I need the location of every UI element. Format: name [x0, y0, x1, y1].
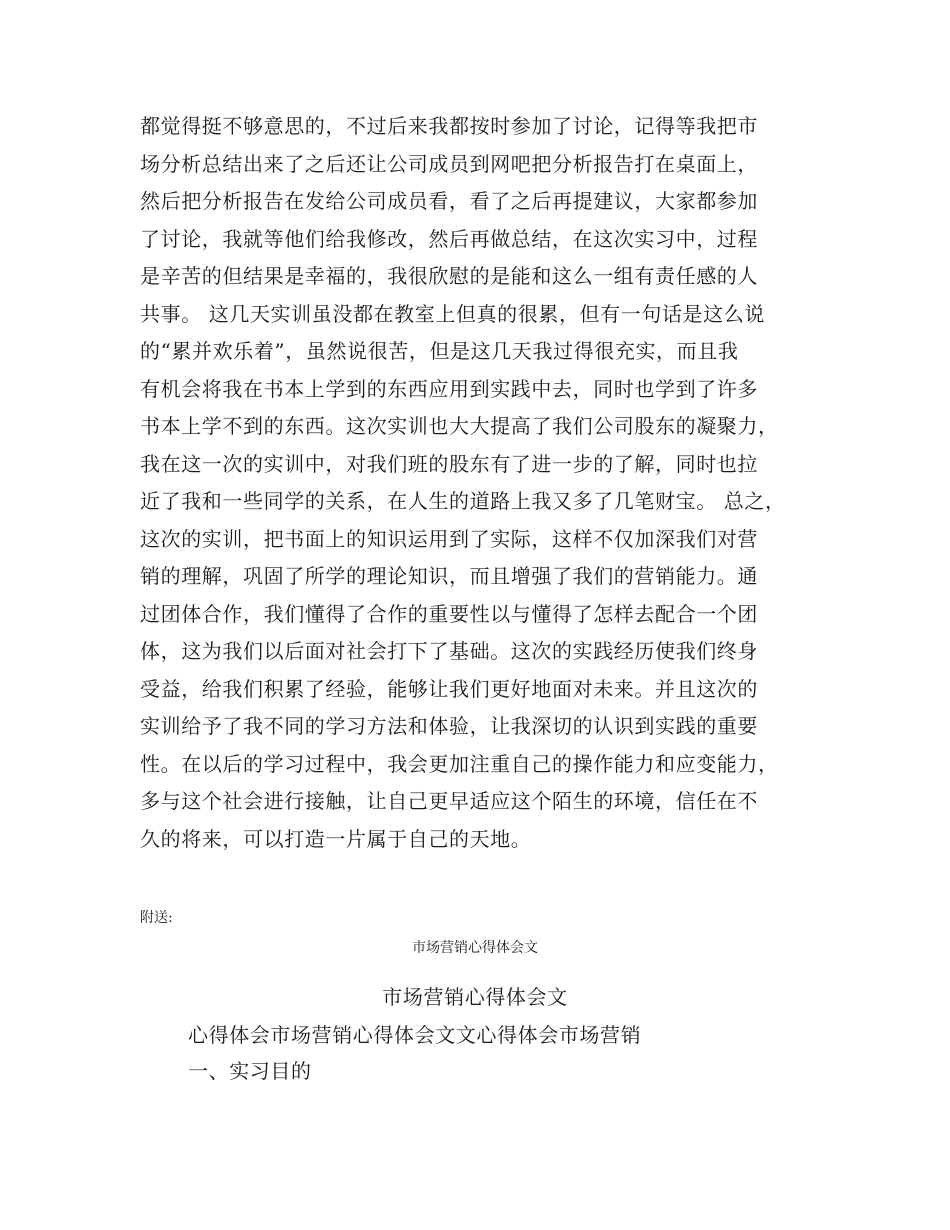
body-line-8: 有机会将我在书本上学到的东西应用到实践中去，同时也学到了许多: [140, 376, 758, 401]
body-line-19: 多与这个社会进行接触，让自己更早适应这个陌生的环境，信任在不: [140, 789, 758, 813]
body-line-11: 近了我和一些同学的关系，在人生的道路上我又多了几笔财宝。 总之，: [140, 489, 786, 513]
body-line-16: 受益，给我们积累了经验，能够让我们更好地面对未来。并且这次的: [140, 676, 758, 701]
body-line-10: 我在这一次的实训中，对我们班的股东有了进一步的了解，同时也拉: [140, 451, 758, 476]
body-line-14: 过团体合作，我们懂得了合作的重要性以与懂得了怎样去配合一个团: [140, 601, 758, 626]
body-line-5: 是辛苦的但结果是幸福的，我很欣慰的是能和这么一组有责任感的人: [140, 264, 758, 288]
body-line-17: 实训给予了我不同的学习方法和体验，让我深切的认识到实践的重要: [140, 714, 758, 738]
appendix-paragraph-1: 心得体会市场营销心得体会文文心得体会市场营销: [188, 1023, 642, 1047]
body-line-4: 了讨论，我就等他们给我修改，然后再做总结，在这次实习中，过程: [140, 226, 758, 251]
body-line-18: 性。在以后的学习过程中，我会更加注重自己的操作能力和应变能力，: [140, 751, 779, 776]
body-line-7: 的“累并欢乐着”，虽然说很苦，但是这几天我过得很充实，而且我: [140, 339, 739, 363]
appendix-section-heading: 一、实习目的: [188, 1059, 312, 1083]
body-line-2: 场分析总结出来了之后还让公司成员到网吧把分析报告打在桌面上，: [140, 151, 758, 176]
body-line-9: 书本上学不到的东西。这次实训也大大提高了我们公司股东的凝聚力，: [140, 414, 779, 438]
appendix-label: 附送:: [140, 910, 173, 926]
body-line-20: 久的将来，可以打造一片属于自己的天地。: [140, 826, 532, 851]
body-line-13: 销的理解，巩固了所学的理论知识，而且增强了我们的营销能力。通: [140, 564, 758, 588]
body-text: [140, 108, 820, 858]
appendix-title: 市场营销心得体会文: [382, 985, 568, 1009]
body-line-12: 这次的实训，把书面上的知识运用到了实际，这样不仅加深我们对营: [140, 526, 758, 551]
body-line-3: 然后把分析报告在发给公司成员看，看了之后再提建议，大家都参加: [140, 189, 758, 213]
body-line-6: 共事。 这几天实训虽没都在教室上但真的很累，但有一句话是这么说: [140, 301, 765, 326]
appendix-small-title: 市场营销心得体会文: [412, 940, 538, 956]
body-line-15: 体，这为我们以后面对社会打下了基础。这次的实践经历使我们终身: [140, 639, 758, 663]
body-line-1: 都觉得挺不够意思的，不过后来我都按时参加了讨论，记得等我把市: [140, 114, 758, 138]
